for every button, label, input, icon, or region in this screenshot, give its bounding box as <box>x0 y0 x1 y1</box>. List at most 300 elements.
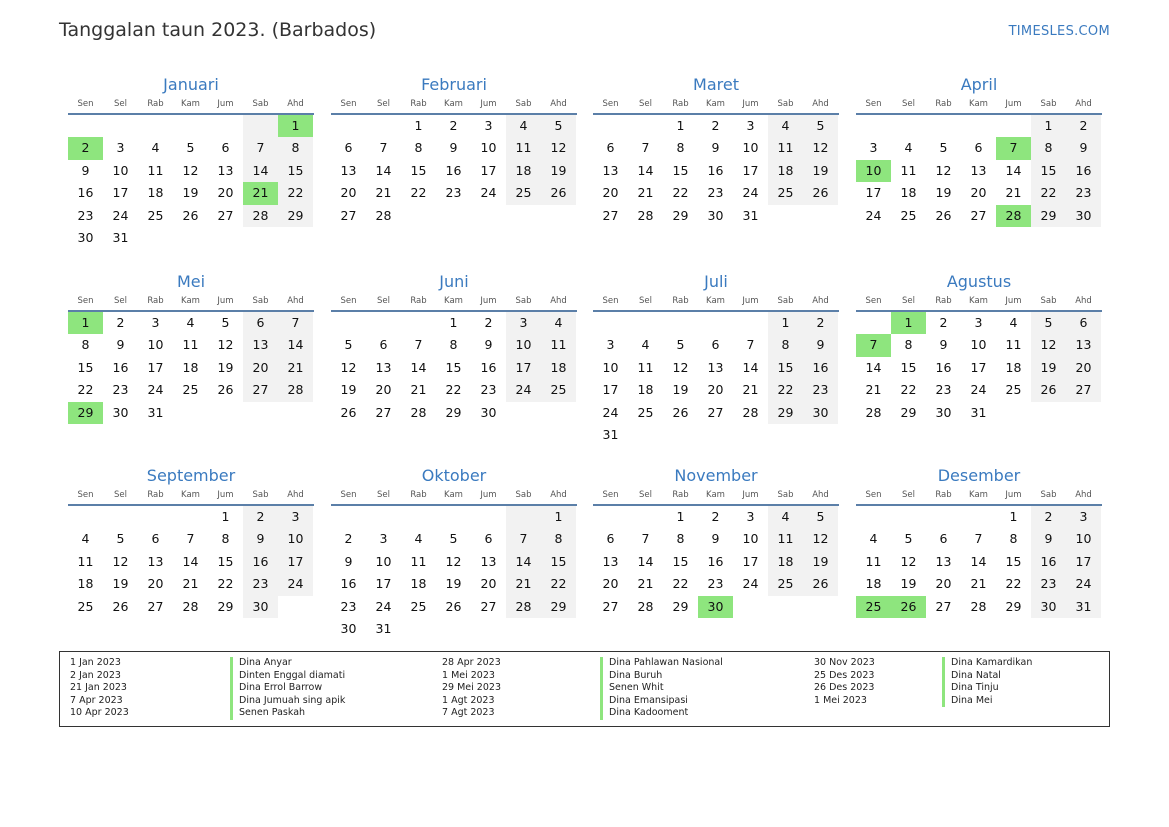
day-cell[interactable]: 25 <box>900 207 917 223</box>
day-cell[interactable]: 28 <box>410 404 427 420</box>
day-cell[interactable]: 8 <box>1031 137 1066 159</box>
day-cell[interactable]: 19 <box>803 551 838 573</box>
day-cell[interactable]: 5 <box>186 140 195 156</box>
day-cell[interactable]: 14 <box>182 553 199 569</box>
day-cell[interactable]: 11 <box>182 337 199 353</box>
day-cell[interactable]: 1 <box>541 506 576 528</box>
day-cell[interactable]: 16 <box>707 162 724 178</box>
day-cell[interactable]: 29 <box>68 402 103 424</box>
day-cell[interactable]: 21 <box>637 185 654 201</box>
day-cell[interactable]: 8 <box>414 140 423 156</box>
day-cell[interactable]: 18 <box>768 551 803 573</box>
day-cell[interactable]: 10 <box>970 337 987 353</box>
day-cell[interactable]: 5 <box>221 315 230 330</box>
day-cell[interactable]: 9 <box>711 140 720 156</box>
day-cell[interactable]: 29 <box>1031 205 1066 227</box>
day-cell[interactable]: 20 <box>217 185 234 201</box>
day-cell[interactable]: 15 <box>672 553 689 569</box>
day-cell[interactable]: 8 <box>1009 531 1018 547</box>
day-cell[interactable]: 4 <box>541 312 576 334</box>
day-cell[interactable]: 26 <box>182 207 199 223</box>
day-cell[interactable]: 11 <box>541 334 576 356</box>
day-cell[interactable]: 22 <box>278 182 313 204</box>
day-cell[interactable]: 28 <box>506 596 541 618</box>
day-cell[interactable]: 5 <box>904 531 913 547</box>
day-cell[interactable]: 12 <box>935 162 952 178</box>
day-cell[interactable]: 8 <box>676 140 685 156</box>
day-cell[interactable]: 25 <box>856 596 891 618</box>
day-cell[interactable]: 4 <box>869 531 878 547</box>
day-cell[interactable]: 14 <box>637 162 654 178</box>
day-cell[interactable]: 25 <box>541 379 576 401</box>
day-cell[interactable]: 16 <box>112 359 129 375</box>
day-cell[interactable]: 1 <box>1009 509 1018 524</box>
day-cell[interactable]: 27 <box>243 379 278 401</box>
day-cell[interactable]: 17 <box>742 553 759 569</box>
day-cell[interactable]: 2 <box>116 315 125 330</box>
day-cell[interactable]: 19 <box>935 185 952 201</box>
day-cell[interactable]: 17 <box>112 185 129 201</box>
day-cell[interactable]: 27 <box>340 207 357 223</box>
day-cell[interactable]: 23 <box>707 185 724 201</box>
day-cell[interactable]: 3 <box>746 509 755 524</box>
day-cell[interactable]: 11 <box>410 553 427 569</box>
day-cell[interactable]: 7 <box>278 312 313 334</box>
day-cell[interactable]: 19 <box>112 576 129 592</box>
day-cell[interactable]: 14 <box>506 551 541 573</box>
day-cell[interactable]: 27 <box>147 598 164 614</box>
day-cell[interactable]: 12 <box>900 553 917 569</box>
day-cell[interactable]: 14 <box>742 359 759 375</box>
day-cell[interactable]: 6 <box>1066 312 1101 334</box>
day-cell[interactable]: 10 <box>480 140 497 156</box>
day-cell[interactable]: 31 <box>742 207 759 223</box>
day-cell[interactable]: 18 <box>768 160 803 182</box>
day-cell[interactable]: 23 <box>340 598 357 614</box>
day-cell[interactable]: 24 <box>1066 573 1101 595</box>
day-cell[interactable]: 5 <box>541 115 576 137</box>
day-cell[interactable]: 5 <box>116 531 125 547</box>
day-cell[interactable]: 16 <box>935 359 952 375</box>
day-cell[interactable]: 27 <box>707 404 724 420</box>
day-cell[interactable]: 18 <box>506 160 541 182</box>
day-cell[interactable]: 3 <box>1066 506 1101 528</box>
day-cell[interactable]: 9 <box>1031 528 1066 550</box>
day-cell[interactable]: 13 <box>340 162 357 178</box>
day-cell[interactable]: 20 <box>970 185 987 201</box>
day-cell[interactable]: 3 <box>974 315 983 330</box>
day-cell[interactable]: 30 <box>112 404 129 420</box>
day-cell[interactable]: 11 <box>637 359 654 375</box>
day-cell[interactable]: 12 <box>445 553 462 569</box>
day-cell[interactable]: 7 <box>746 337 755 353</box>
day-cell[interactable]: 30 <box>698 596 733 618</box>
day-cell[interactable]: 24 <box>480 185 497 201</box>
day-cell[interactable]: 24 <box>742 185 759 201</box>
day-cell[interactable]: 3 <box>379 531 388 547</box>
day-cell[interactable]: 9 <box>344 553 353 569</box>
day-cell[interactable]: 1 <box>1031 115 1066 137</box>
day-cell[interactable]: 21 <box>970 576 987 592</box>
day-cell[interactable]: 5 <box>939 140 948 156</box>
day-cell[interactable]: 10 <box>602 359 619 375</box>
day-cell[interactable]: 1 <box>68 312 103 334</box>
day-cell[interactable]: 9 <box>243 528 278 550</box>
day-cell[interactable]: 29 <box>672 598 689 614</box>
day-cell[interactable]: 21 <box>182 576 199 592</box>
day-cell[interactable]: 24 <box>147 382 164 398</box>
day-cell[interactable]: 27 <box>602 207 619 223</box>
day-cell[interactable]: 13 <box>243 334 278 356</box>
day-cell[interactable]: 2 <box>484 315 493 330</box>
day-cell[interactable]: 16 <box>340 576 357 592</box>
day-cell[interactable]: 4 <box>768 115 803 137</box>
day-cell[interactable]: 2 <box>803 312 838 334</box>
day-cell[interactable]: 13 <box>602 553 619 569</box>
day-cell[interactable]: 10 <box>278 528 313 550</box>
day-cell[interactable]: 1 <box>449 315 458 330</box>
day-cell[interactable]: 29 <box>900 404 917 420</box>
day-cell[interactable]: 25 <box>1005 382 1022 398</box>
day-cell[interactable]: 16 <box>707 553 724 569</box>
day-cell[interactable]: 13 <box>217 162 234 178</box>
day-cell[interactable]: 15 <box>445 359 462 375</box>
day-cell[interactable]: 16 <box>803 357 838 379</box>
day-cell[interactable]: 15 <box>410 162 427 178</box>
day-cell[interactable]: 11 <box>768 137 803 159</box>
day-cell[interactable]: 26 <box>935 207 952 223</box>
day-cell[interactable]: 2 <box>344 531 353 547</box>
day-cell[interactable]: 28 <box>637 598 654 614</box>
day-cell[interactable]: 15 <box>278 160 313 182</box>
day-cell[interactable]: 7 <box>996 137 1031 159</box>
day-cell[interactable]: 30 <box>707 207 724 223</box>
day-cell[interactable]: 13 <box>602 162 619 178</box>
day-cell[interactable]: 18 <box>77 576 94 592</box>
day-cell[interactable]: 3 <box>116 140 125 156</box>
day-cell[interactable]: 18 <box>541 357 576 379</box>
day-cell[interactable]: 3 <box>869 140 878 156</box>
day-cell[interactable]: 3 <box>151 315 160 330</box>
day-cell[interactable]: 18 <box>147 185 164 201</box>
day-cell[interactable]: 8 <box>278 137 313 159</box>
day-cell[interactable]: 13 <box>1066 334 1101 356</box>
day-cell[interactable]: 27 <box>602 598 619 614</box>
day-cell[interactable]: 19 <box>340 382 357 398</box>
day-cell[interactable]: 19 <box>541 160 576 182</box>
day-cell[interactable]: 2 <box>243 506 278 528</box>
day-cell[interactable]: 17 <box>506 357 541 379</box>
day-cell[interactable]: 14 <box>1005 162 1022 178</box>
day-cell[interactable]: 2 <box>1066 115 1101 137</box>
day-cell[interactable]: 1 <box>768 312 803 334</box>
day-cell[interactable]: 24 <box>970 382 987 398</box>
day-cell[interactable]: 22 <box>768 379 803 401</box>
day-cell[interactable]: 2 <box>939 315 948 330</box>
day-cell[interactable]: 13 <box>935 553 952 569</box>
day-cell[interactable]: 18 <box>410 576 427 592</box>
day-cell[interactable]: 2 <box>449 118 458 133</box>
brand-link[interactable]: TIMESLES.COM <box>1008 24 1110 39</box>
day-cell[interactable]: 5 <box>344 337 353 353</box>
day-cell[interactable]: 24 <box>375 598 392 614</box>
day-cell[interactable]: 9 <box>939 337 948 353</box>
day-cell[interactable]: 26 <box>541 182 576 204</box>
day-cell[interactable]: 4 <box>81 531 90 547</box>
day-cell[interactable]: 23 <box>445 185 462 201</box>
day-cell[interactable]: 7 <box>856 334 891 356</box>
day-cell[interactable]: 26 <box>1031 379 1066 401</box>
day-cell[interactable]: 29 <box>541 596 576 618</box>
day-cell[interactable]: 25 <box>182 382 199 398</box>
day-cell[interactable]: 26 <box>803 182 838 204</box>
day-cell[interactable]: 7 <box>506 528 541 550</box>
day-cell[interactable]: 28 <box>637 207 654 223</box>
day-cell[interactable]: 5 <box>803 506 838 528</box>
day-cell[interactable]: 4 <box>151 140 160 156</box>
day-cell[interactable]: 2 <box>1031 506 1066 528</box>
day-cell[interactable]: 6 <box>151 531 160 547</box>
day-cell[interactable]: 18 <box>182 359 199 375</box>
day-cell[interactable]: 10 <box>856 160 891 182</box>
day-cell[interactable]: 2 <box>711 118 720 133</box>
day-cell[interactable]: 21 <box>742 382 759 398</box>
day-cell[interactable]: 3 <box>484 118 493 133</box>
day-cell[interactable]: 4 <box>641 337 650 353</box>
day-cell[interactable]: 29 <box>278 205 313 227</box>
day-cell[interactable]: 17 <box>147 359 164 375</box>
day-cell[interactable]: 20 <box>707 382 724 398</box>
day-cell[interactable]: 24 <box>865 207 882 223</box>
day-cell[interactable]: 30 <box>803 402 838 424</box>
day-cell[interactable]: 9 <box>484 337 493 353</box>
day-cell[interactable]: 28 <box>278 379 313 401</box>
day-cell[interactable]: 13 <box>375 359 392 375</box>
day-cell[interactable]: 10 <box>742 531 759 547</box>
day-cell[interactable]: 16 <box>77 185 94 201</box>
day-cell[interactable]: 19 <box>445 576 462 592</box>
day-cell[interactable]: 23 <box>935 382 952 398</box>
day-cell[interactable]: 12 <box>803 528 838 550</box>
day-cell[interactable]: 17 <box>1066 551 1101 573</box>
day-cell[interactable]: 16 <box>243 551 278 573</box>
day-cell[interactable]: 12 <box>541 137 576 159</box>
day-cell[interactable]: 19 <box>900 576 917 592</box>
day-cell[interactable]: 15 <box>672 162 689 178</box>
day-cell[interactable]: 27 <box>375 404 392 420</box>
day-cell[interactable]: 20 <box>1066 357 1101 379</box>
day-cell[interactable]: 22 <box>410 185 427 201</box>
day-cell[interactable]: 3 <box>506 312 541 334</box>
day-cell[interactable]: 28 <box>182 598 199 614</box>
day-cell[interactable]: 12 <box>182 162 199 178</box>
day-cell[interactable]: 1 <box>414 118 423 133</box>
day-cell[interactable]: 4 <box>768 506 803 528</box>
day-cell[interactable]: 13 <box>970 162 987 178</box>
day-cell[interactable]: 31 <box>112 229 129 245</box>
day-cell[interactable]: 7 <box>186 531 195 547</box>
day-cell[interactable]: 9 <box>803 334 838 356</box>
day-cell[interactable]: 21 <box>637 576 654 592</box>
day-cell[interactable]: 22 <box>217 576 234 592</box>
day-cell[interactable]: 29 <box>217 598 234 614</box>
day-cell[interactable]: 6 <box>711 337 720 353</box>
day-cell[interactable]: 19 <box>672 382 689 398</box>
day-cell[interactable]: 7 <box>974 531 983 547</box>
day-cell[interactable]: 21 <box>506 573 541 595</box>
day-cell[interactable]: 26 <box>803 573 838 595</box>
day-cell[interactable]: 20 <box>935 576 952 592</box>
day-cell[interactable]: 20 <box>602 185 619 201</box>
day-cell[interactable]: 29 <box>445 404 462 420</box>
day-cell[interactable]: 31 <box>375 620 392 636</box>
day-cell[interactable]: 19 <box>182 185 199 201</box>
day-cell[interactable]: 11 <box>1005 337 1022 353</box>
day-cell[interactable]: 20 <box>480 576 497 592</box>
day-cell[interactable]: 5 <box>676 337 685 353</box>
day-cell[interactable]: 10 <box>1066 528 1101 550</box>
day-cell[interactable]: 3 <box>278 506 313 528</box>
day-cell[interactable]: 28 <box>243 205 278 227</box>
day-cell[interactable]: 2 <box>68 137 103 159</box>
day-cell[interactable]: 20 <box>602 576 619 592</box>
day-cell[interactable]: 28 <box>742 404 759 420</box>
day-cell[interactable]: 16 <box>480 359 497 375</box>
day-cell[interactable]: 21 <box>865 382 882 398</box>
day-cell[interactable]: 6 <box>243 312 278 334</box>
day-cell[interactable]: 16 <box>1066 160 1101 182</box>
day-cell[interactable]: 23 <box>707 576 724 592</box>
day-cell[interactable]: 30 <box>935 404 952 420</box>
day-cell[interactable]: 9 <box>711 531 720 547</box>
day-cell[interactable]: 4 <box>186 315 195 330</box>
day-cell[interactable]: 14 <box>243 160 278 182</box>
day-cell[interactable]: 29 <box>672 207 689 223</box>
day-cell[interactable]: 24 <box>742 576 759 592</box>
day-cell[interactable]: 26 <box>217 382 234 398</box>
day-cell[interactable]: 26 <box>891 596 926 618</box>
day-cell[interactable]: 30 <box>480 404 497 420</box>
day-cell[interactable]: 30 <box>340 620 357 636</box>
day-cell[interactable]: 26 <box>445 598 462 614</box>
day-cell[interactable]: 15 <box>1031 160 1066 182</box>
day-cell[interactable]: 12 <box>340 359 357 375</box>
day-cell[interactable]: 25 <box>77 598 94 614</box>
day-cell[interactable]: 22 <box>672 185 689 201</box>
day-cell[interactable]: 9 <box>1066 137 1101 159</box>
day-cell[interactable]: 10 <box>375 553 392 569</box>
day-cell[interactable]: 24 <box>278 573 313 595</box>
day-cell[interactable]: 1 <box>891 312 926 334</box>
day-cell[interactable]: 6 <box>606 531 615 547</box>
day-cell[interactable]: 1 <box>676 118 685 133</box>
day-cell[interactable]: 28 <box>375 207 392 223</box>
day-cell[interactable]: 20 <box>147 576 164 592</box>
day-cell[interactable]: 25 <box>768 182 803 204</box>
day-cell[interactable]: 28 <box>865 404 882 420</box>
day-cell[interactable]: 21 <box>375 185 392 201</box>
day-cell[interactable]: 28 <box>970 598 987 614</box>
day-cell[interactable]: 12 <box>217 337 234 353</box>
day-cell[interactable]: 23 <box>1066 182 1101 204</box>
day-cell[interactable]: 25 <box>637 404 654 420</box>
day-cell[interactable]: 12 <box>112 553 129 569</box>
day-cell[interactable]: 24 <box>602 404 619 420</box>
day-cell[interactable]: 31 <box>147 404 164 420</box>
day-cell[interactable]: 14 <box>410 359 427 375</box>
day-cell[interactable]: 13 <box>147 553 164 569</box>
day-cell[interactable]: 26 <box>672 404 689 420</box>
day-cell[interactable]: 23 <box>243 573 278 595</box>
day-cell[interactable]: 22 <box>1005 576 1022 592</box>
day-cell[interactable]: 10 <box>112 162 129 178</box>
day-cell[interactable]: 22 <box>900 382 917 398</box>
day-cell[interactable]: 10 <box>147 337 164 353</box>
day-cell[interactable]: 5 <box>803 115 838 137</box>
day-cell[interactable]: 9 <box>116 337 125 353</box>
day-cell[interactable]: 1 <box>221 509 230 524</box>
day-cell[interactable]: 15 <box>768 357 803 379</box>
day-cell[interactable]: 11 <box>900 162 917 178</box>
day-cell[interactable]: 13 <box>707 359 724 375</box>
day-cell[interactable]: 13 <box>480 553 497 569</box>
day-cell[interactable]: 21 <box>1005 185 1022 201</box>
day-cell[interactable]: 15 <box>900 359 917 375</box>
day-cell[interactable]: 3 <box>606 337 615 353</box>
day-cell[interactable]: 6 <box>221 140 230 156</box>
day-cell[interactable]: 17 <box>865 185 882 201</box>
day-cell[interactable]: 22 <box>445 382 462 398</box>
day-cell[interactable]: 9 <box>449 140 458 156</box>
day-cell[interactable]: 16 <box>445 162 462 178</box>
day-cell[interactable]: 31 <box>602 426 619 442</box>
day-cell[interactable]: 7 <box>414 337 423 353</box>
day-cell[interactable]: 6 <box>974 140 983 156</box>
day-cell[interactable]: 19 <box>1031 357 1066 379</box>
day-cell[interactable]: 23 <box>480 382 497 398</box>
day-cell[interactable]: 27 <box>970 207 987 223</box>
day-cell[interactable]: 25 <box>147 207 164 223</box>
day-cell[interactable]: 10 <box>506 334 541 356</box>
day-cell[interactable]: 17 <box>480 162 497 178</box>
day-cell[interactable]: 30 <box>243 596 278 618</box>
day-cell[interactable]: 8 <box>768 334 803 356</box>
day-cell[interactable]: 22 <box>77 382 94 398</box>
day-cell[interactable]: 6 <box>484 531 493 547</box>
day-cell[interactable]: 18 <box>637 382 654 398</box>
day-cell[interactable]: 9 <box>81 162 90 178</box>
day-cell[interactable]: 11 <box>506 137 541 159</box>
day-cell[interactable]: 4 <box>506 115 541 137</box>
day-cell[interactable]: 27 <box>480 598 497 614</box>
day-cell[interactable]: 14 <box>375 162 392 178</box>
day-cell[interactable]: 8 <box>904 337 913 353</box>
day-cell[interactable]: 10 <box>742 140 759 156</box>
day-cell[interactable]: 26 <box>112 598 129 614</box>
day-cell[interactable]: 14 <box>970 553 987 569</box>
day-cell[interactable]: 21 <box>243 182 278 204</box>
day-cell[interactable]: 6 <box>939 531 948 547</box>
day-cell[interactable]: 8 <box>676 531 685 547</box>
day-cell[interactable]: 18 <box>900 185 917 201</box>
day-cell[interactable]: 20 <box>243 357 278 379</box>
day-cell[interactable]: 15 <box>1005 553 1022 569</box>
day-cell[interactable]: 14 <box>865 359 882 375</box>
day-cell[interactable]: 22 <box>1031 182 1066 204</box>
day-cell[interactable]: 17 <box>970 359 987 375</box>
day-cell[interactable]: 4 <box>1009 315 1018 330</box>
day-cell[interactable]: 4 <box>904 140 913 156</box>
